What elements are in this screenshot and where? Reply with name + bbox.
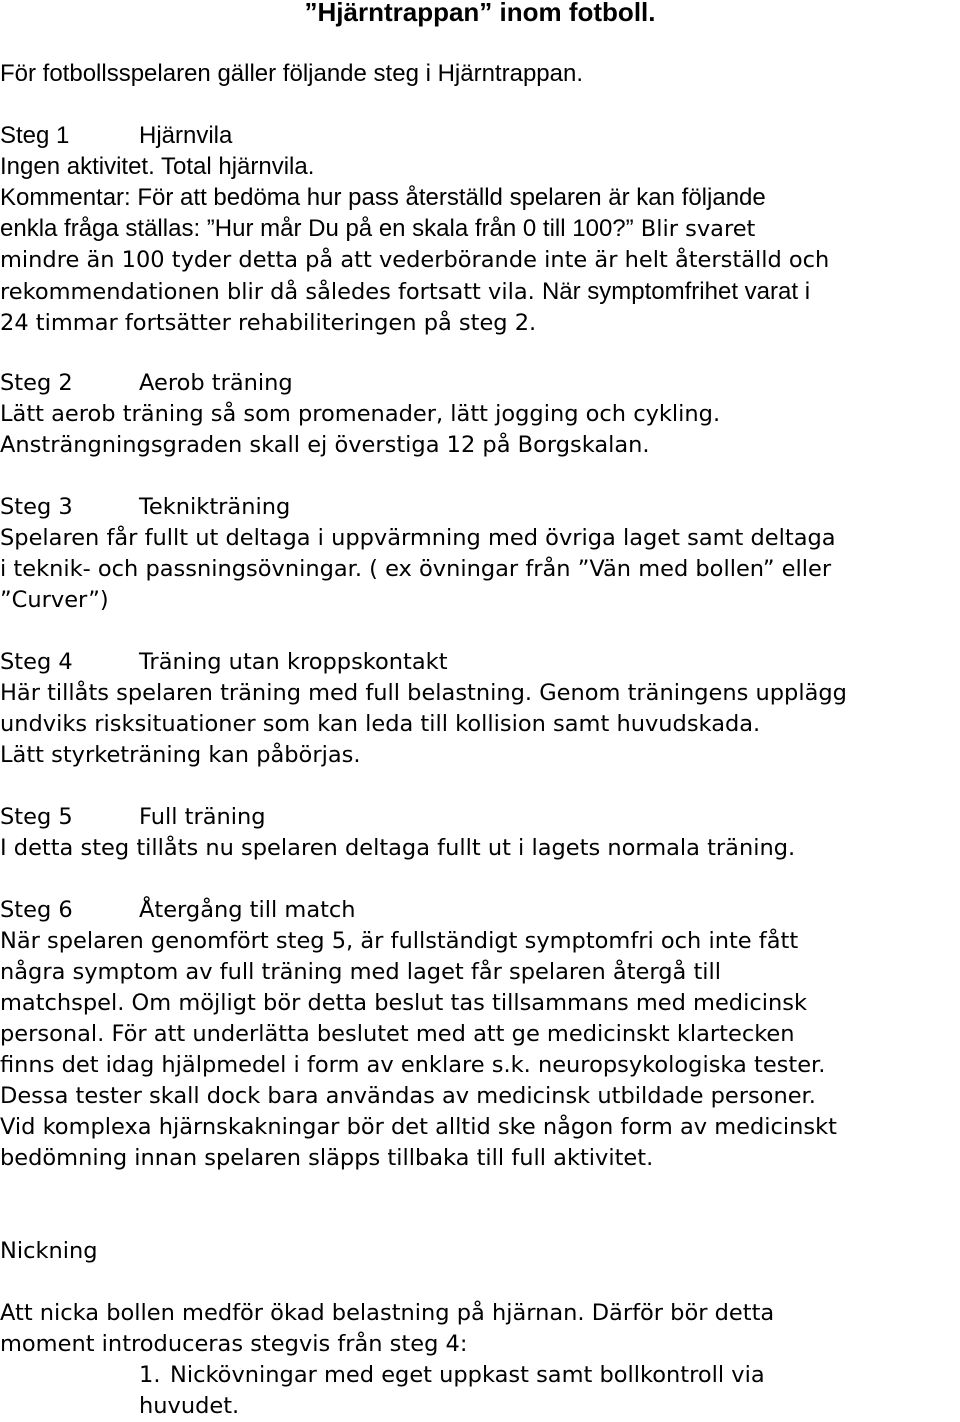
step-2-line: Lätt aerob träning så som promenader, lätt jogging och cykling. (0, 401, 721, 427)
step-1-mixed-line (0, 276, 960, 308)
step-6-line: När spelaren genomfört steg 5, är fullständigt symptomfri och inte fått (0, 928, 799, 954)
step-1-line: enkla fråga ställas: ”Hur mår Du på en skala från 0 till 100?” (0, 215, 634, 242)
step-6-line: några symptom av full träning med laget får spelaren återgå till (0, 959, 722, 985)
nickning-paragraph (0, 1298, 960, 1360)
step-4-heading (0, 647, 960, 678)
step-1-line: rekommendationen blir då således fortsatt vila. (0, 279, 535, 305)
step-3-section (0, 492, 960, 616)
step-1-line: mindre än 100 tyder detta på att vederbörande inte är helt återställd och (0, 247, 830, 273)
step-5-name: Full träning (139, 804, 266, 830)
step-1-name: Hjärnvila (139, 122, 233, 149)
step-6-line: Vid komplexa hjärnskakningar bör det alltid ske någon form av medicinskt (0, 1114, 837, 1140)
step-6-line: bedömning innan spelaren släpps tillbaka till full aktivitet. (0, 1145, 654, 1171)
step-3-number: Steg 3 (0, 494, 73, 520)
step-1-mixed-line (0, 213, 960, 245)
step-3-name: Teknikträning (139, 494, 291, 520)
intro-text: För fotbollsspelaren gäller följande steg i Hjärntrappan. (0, 60, 583, 87)
document-title: ”Hjärntrappan” inom fotboll. (304, 0, 656, 27)
list-item (139, 1360, 765, 1391)
step-2-heading (0, 368, 960, 399)
step-2-number: Steg 2 (0, 370, 73, 396)
step-6-line: finns det idag hjälpmedel i form av enklare s.k. neuropsykologiska tester. (0, 1052, 826, 1078)
list-item-continuation: huvudet. (139, 1393, 240, 1419)
step-3-line: ”Curver”) (0, 587, 109, 613)
step-2-line: Ansträngningsgraden skall ej överstiga 12 på Borgskalan. (0, 432, 650, 458)
step-3-line: Spelaren får fullt ut deltaga i uppvärmning med övriga laget samt deltaga (0, 525, 836, 551)
nickning-list (139, 1360, 765, 1422)
nickning-heading-block (0, 1236, 960, 1267)
nickning-line: Att nicka bollen medför ökad belastning på hjärnan. Därför bör detta (0, 1300, 775, 1326)
step-5-heading (0, 802, 960, 833)
step-6-section (0, 895, 960, 1174)
step-1-line: När symptomfrihet varat i (541, 278, 811, 305)
step-6-line: matchspel. Om möjligt bör detta beslut tas tillsammans med medicinsk (0, 990, 807, 1016)
step-1-heading (0, 120, 960, 151)
step-6-heading (0, 895, 960, 926)
step-4-line: undviks risksituationer som kan leda till kollision samt huvudskada. (0, 711, 761, 737)
list-item-text: Nickövningar med eget uppkast samt bollkontroll via (170, 1362, 765, 1388)
step-5-section (0, 802, 960, 864)
list-item-number: 1. (139, 1362, 161, 1388)
nickning-heading: Nickning (0, 1238, 98, 1264)
step-2-name: Aerob träning (139, 370, 293, 396)
step-4-number: Steg 4 (0, 649, 73, 675)
step-1-line: Kommentar: För att bedöma hur pass återställd spelaren är kan följande (0, 184, 766, 211)
step-5-number: Steg 5 (0, 804, 73, 830)
step-4-line: Lätt styrketräning kan påbörjas. (0, 742, 361, 768)
step-1-number: Steg 1 (0, 122, 70, 149)
step-1-line: 24 timmar fortsätter rehabiliteringen på steg 2. (0, 310, 537, 336)
step-4-name: Träning utan kroppskontakt (139, 649, 448, 675)
nickning-line: moment introduceras stegvis från steg 4: (0, 1331, 468, 1357)
step-2-section (0, 368, 960, 461)
step-1-line: Blir svaret (640, 216, 756, 242)
step-3-heading (0, 492, 960, 523)
step-4-section (0, 647, 960, 771)
step-5-line: I detta steg tillåts nu spelaren deltaga fullt ut i lagets normala träning. (0, 835, 796, 861)
step-4-line: Här tillåts spelaren träning med full belastning. Genom träningens upplägg (0, 680, 847, 706)
step-1-section (0, 120, 960, 339)
step-6-number: Steg 6 (0, 897, 73, 923)
step-6-line: Dessa tester skall dock bara användas av medicinsk utbildade personer. (0, 1083, 816, 1109)
step-3-line: i teknik- och passningsövningar. ( ex övningar från ”Vän med bollen” eller (0, 556, 832, 582)
step-6-name: Återgång till match (139, 897, 356, 923)
step-6-line: personal. För att underlätta beslutet med att ge medicinskt klartecken (0, 1021, 795, 1047)
step-1-line: Ingen aktivitet. Total hjärnvila. (0, 153, 315, 180)
intro-paragraph (0, 58, 960, 89)
